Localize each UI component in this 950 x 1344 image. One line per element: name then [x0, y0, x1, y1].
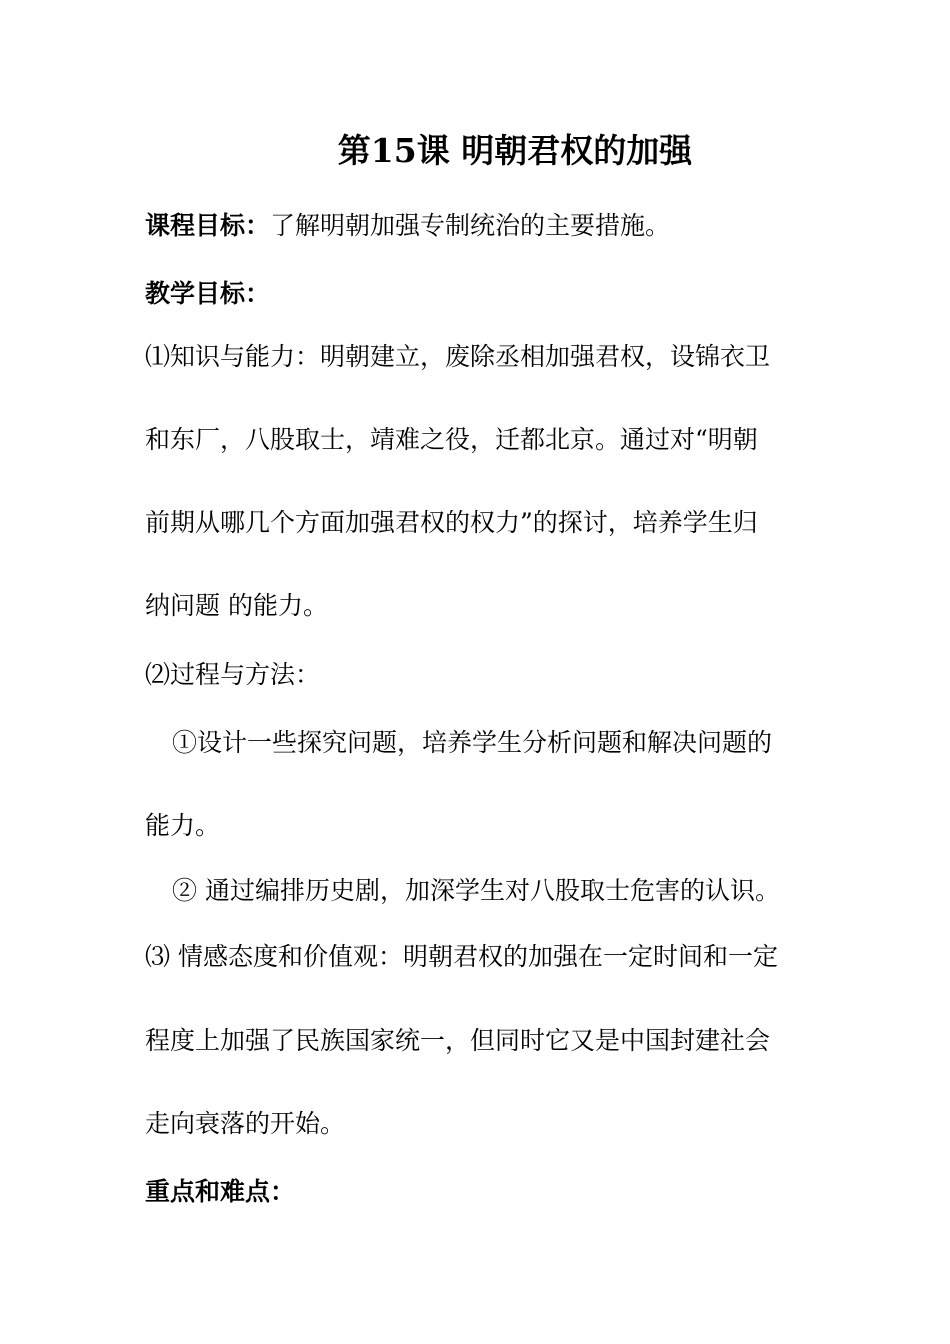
process-item1-line-1: ①设计一些探究问题，培养学生分析问题和解决问题的 — [172, 728, 773, 757]
knowledge-line-4: 纳问题 的能力。 — [145, 591, 328, 620]
process-heading: ⑵过程与方法： — [145, 660, 321, 689]
course-goal-label: 课程目标： — [145, 211, 271, 240]
teaching-goals-heading: 教学目标： — [145, 279, 271, 308]
process-item2: ② 通过编排历史剧，加深学生对八股取士危害的认识。 — [172, 876, 780, 905]
knowledge-line-2: 和东厂，八股取士，靖难之役，迁都北京。通过对“明朝 — [145, 425, 758, 454]
process-item1-line-2: 能力。 — [145, 811, 221, 840]
key-points-heading: 重点和难点： — [145, 1177, 296, 1206]
emotion-line-3: 走向衰落的开始。 — [145, 1109, 346, 1138]
knowledge-line-3: 前期从哪几个方面加强君权的权力”的探讨，培养学生归 — [145, 508, 758, 537]
course-goal-text: 了解明朝加强专制统治的主要措施。 — [270, 211, 671, 240]
lesson-title: 第15课 明朝君权的加强 — [337, 131, 693, 170]
emotion-line-1: ⑶ 情感态度和价值观：明朝君权的加强在一定时间和一定 — [145, 942, 778, 971]
knowledge-line-1: ⑴知识与能力：明朝建立，废除丞相加强君权，设锦衣卫 — [145, 342, 771, 371]
emotion-line-2: 程度上加强了民族国家统一，但同时它又是中国封建社会 — [145, 1026, 771, 1055]
course-goal — [145, 209, 670, 243]
